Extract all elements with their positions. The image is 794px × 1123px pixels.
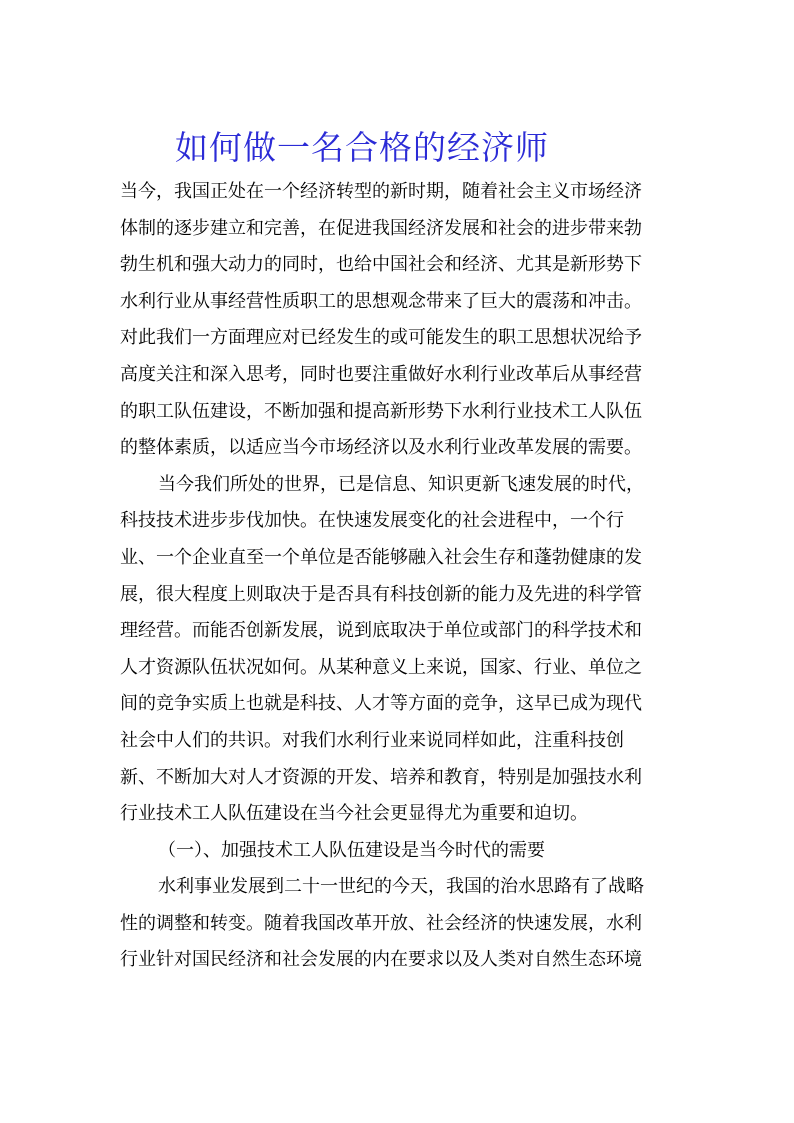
- text-line: 理经营。而能否创新发展，说到底取决于单位或部门的科学技术和: [120, 620, 642, 642]
- text-line: 对此我们一方面理应对已经发生的或可能发生的职工思想状况给予: [120, 327, 642, 349]
- text-line: 展，很大程度上则取决于是否具有科技创新的能力及先进的科学管: [120, 583, 642, 605]
- document-body: [120, 174, 680, 979]
- text-line: 间的竞争实质上也就是科技、人才等方面的竞争，这早已成为现代: [120, 693, 642, 715]
- text-line: 高度关注和深入思考，同时也要注重做好水利行业改革后从事经营: [120, 363, 642, 385]
- text-line: 新、不断加大对人才资源的开发、培养和教育，特别是加强技水利: [120, 766, 642, 788]
- text-line: 科技技术进步步伐加快。在快速发展变化的社会进程中，一个行: [120, 510, 624, 532]
- section-heading: （一）、加强技术工人队伍建设是当今时代的需要: [158, 839, 545, 861]
- text-line: 人才资源队伍状况如何。从某种意义上来说，国家、行业、单位之: [120, 656, 642, 678]
- text-line: 勃生机和强大动力的同时，也给中国社会和经济、尤其是新形势下: [120, 254, 642, 276]
- text-line: 行业针对国民经济和社会发展的内在要求以及人类对自然生态环境: [120, 949, 642, 971]
- text-line: 水利行业从事经营性质职工的思想观念带来了巨大的震荡和冲击。: [120, 290, 642, 312]
- text-line: 水利事业发展到二十一世纪的今天，我国的治水思路有了战略: [158, 876, 644, 898]
- text-line: 行业技术工人队伍建设在当今社会更显得尤为重要和迫切。: [120, 803, 588, 825]
- text-line: 的整体素质，以适应当今市场经济以及水利行业改革发展的需要。: [120, 437, 642, 459]
- text-line: 社会中人们的共识。对我们水利行业来说同样如此，注重科技创: [120, 729, 624, 751]
- text-line: 当今，我国正处在一个经济转型的新时期，随着社会主义市场经济: [120, 181, 642, 202]
- text-line: 当今我们所处的世界，已是信息、知识更新飞速发展的时代，: [158, 473, 644, 495]
- text-line: 体制的逐步建立和完善，在促进我国经济发展和社会的进步带来勃: [120, 217, 642, 239]
- page-title: 如何做一名合格的经济师: [175, 128, 549, 167]
- text-line: 的职工队伍建设，不断加强和提高新形势下水利行业技术工人队伍: [120, 400, 642, 422]
- text-line: 业、一个企业直至一个单位是否能够融入社会生存和蓬勃健康的发: [120, 546, 642, 568]
- text-line: 性的调整和转变。随着我国改革开放、社会经济的快速发展，水利: [120, 912, 642, 934]
